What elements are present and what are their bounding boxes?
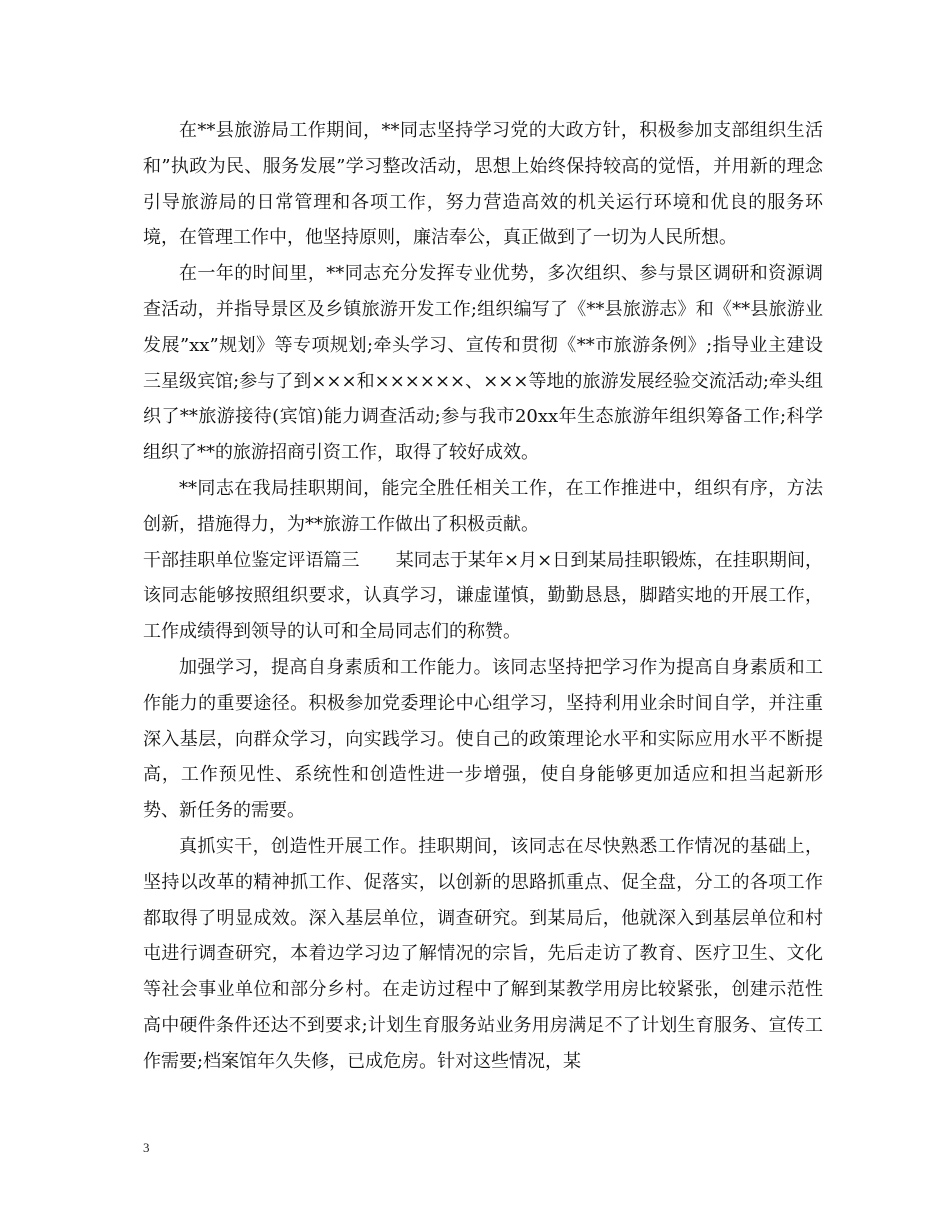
paragraph-section-heading: 干部挂职单位鉴定评语篇三 某同志于某年×月×日到某局挂职锻炼，在挂职期间，该同志能够按照组织要求，认真学习，谦虚谨慎，勤勤恳恳，脚踏实地的开展工作，工作成绩得到领导的认可和全局同志们的称赞。 [143,549,823,643]
paragraph-6: 真抓实干，创造性开展工作。挂职期间，该同志在尽快熟悉工作情况的基础上，坚持以改革的精神抓工作、促落实，以创新的思路抓重点、促全盘，分工的各项工作都取得了明显成效。深入基层单位，调查研究。到某局后，他就深入到基层单位和村屯进行调查研究，本着边学习边了解情况的宗旨，先后走访了教育、医疗卫生、文化等社会事业单位和部分乡村。在走访过程中了解到某教学用房比较紧张，创建示范性高中硬件条件还达不到要求;计划生育服务站业务用房满足不了计划生育服务、宣传工作需要;档案馆年久失修，已成危房。针对这些情况，某 [143,835,823,1072]
paragraph-2: 在一年的时间里，**同志充分发挥专业优势，多次组织、参与景区调研和资源调查活动，并指导景区及乡镇旅游开发工作;组织编写了《**县旅游志》和《**县旅游业发展”xx”规划》等专项规划;牵头学习、宣传和贯彻《**市旅游条例》;指导业主建设三星级宾馆;参与了到×××和××××××、×××等地的旅游发展经验交流活动;牵头组织了**旅游接待(宾馆)能力调查活动;参与我市20xx年生态旅游年组织筹备工作;科学组织了**的旅游招商引资工作，取得了较好成效。 [143,263,823,464]
page-number: 3 [143,1140,150,1155]
paragraph-1: 在**县旅游局工作期间，**同志坚持学习党的大政方针，积极参加支部组织生活和”执政为民、服务发展”学习整改活动，思想上始终保持较高的觉悟，并用新的理念引导旅游局的日常管理和各项工作，努力营造高效的机关运行环境和优良的服务环境，在管理工作中，他坚持原则，廉洁奉公，真正做到了一切为人民所想。 [143,120,823,249]
paragraph-5: 加强学习，提高自身素质和工作能力。该同志坚持把学习作为提高自身素质和工作能力的重要途径。积极参加党委理论中心组学习，坚持利用业余时间自学，并注重深入基层，向群众学习，向实践学习。使自己的政策理论水平和实际应用水平不断提高，工作预见性、系统性和创造性进一步增强，使自身能够更加适应和担当起新形势、新任务的需要。 [143,656,823,822]
paragraph-3: **同志在我局挂职期间，能完全胜任相关工作，在工作推进中，组织有序，方法创新，措施得力，为**旅游工作做出了积极贡献。 [143,477,823,535]
document-body [143,113,823,1080]
